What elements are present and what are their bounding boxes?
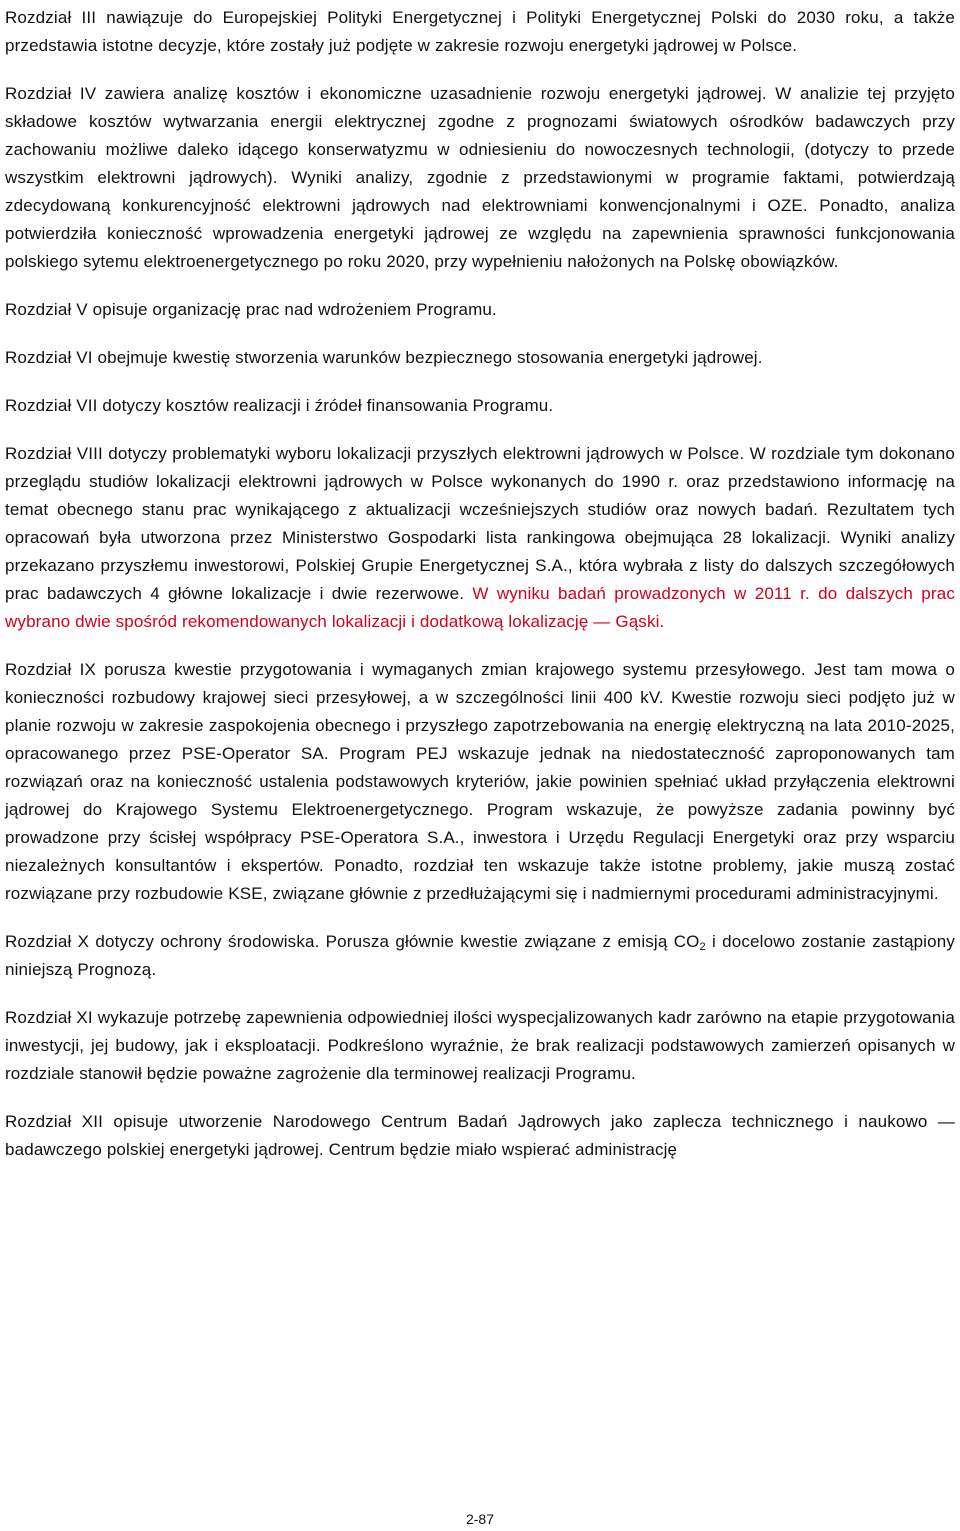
document-page — [5, 4, 955, 1184]
paragraph-chapter-10-text-start: Rozdział X dotyczy ochrony środowiska. Porusza głównie kwestie związane z emisją CO — [5, 932, 700, 951]
paragraph-chapter-7: Rozdział VII dotyczy kosztów realizacji i źródeł finansowania Programu. — [5, 396, 554, 415]
paragraph-chapter-8-text: Rozdział VIII dotyczy problematyki wyboru lokalizacji przyszłych elektrowni jądrowych w Polsce. W rozdziale tym dokonano przeglądu studiów lokalizacji elektrowni jądrowych w Polsce wykonanych do 1990 r. oraz przedstawiono informację na temat obecnego stanu prac wynikającego z aktualizacji wcześniejszych studiów oraz nowych badań. Rezultatem tych opracowań była utworzona przez Ministerstwo Gospodarki lista rankingowa obejmująca 28 lokalizacji. Wyniki analizy przekazano przyszłemu inwestorowi, Polskiej Grupie Energetycznej S.A., która wybrała z listy do dalszych szczegółowych prac badawczych 4 główne lokalizacje i dwie rezerwowe. — [5, 444, 955, 603]
paragraph-chapter-10 — [5, 928, 955, 984]
paragraph-chapter-3: Rozdział III nawiązuje do Europejskiej Polityki Energetycznej i Polityki Energetycznej Polski do 2030 roku, a także przedstawia istotne decyzje, które zostały już podjęte w zakresie rozwoju energetyki jądrowej w Polsce. — [5, 8, 955, 55]
page-number: 2-87 — [465, 1511, 495, 1527]
paragraph-chapter-10-text-end: i docelowo zostanie zastąpiony niniejszą Prognozą. — [5, 932, 955, 979]
paragraph-chapter-6: Rozdział VI obejmuje kwestię stworzenia warunków bezpiecznego stosowania energetyki jądrowej. — [5, 348, 763, 367]
paragraph-chapter-12: Rozdział XII opisuje utworzenie Narodowego Centrum Badań Jądrowych jako zaplecza technicznego i naukowo — badawczego polskiej energetyki jądrowej. Centrum będzie miało wspierać administrację — [5, 1112, 955, 1159]
paragraph-chapter-5: Rozdział V opisuje organizację prac nad wdrożeniem Programu. — [5, 300, 497, 319]
paragraph-chapter-9: Rozdział IX porusza kwestie przygotowania i wymaganych zmian krajowego systemu przesyłowego. Jest tam mowa o konieczności rozbudowy krajowej sieci przesyłowej, a w szczególności linii 400 kV. Kwestie rozwoju sieci podjęto już w planie rozwoju w zakresie zaspokojenia obecnego i przyszłego zapotrzebowania na energię elektryczną na lata 2010-2025, opracowanego przez PSE-Operator SA. Program PEJ wskazuje jednak na niedostateczność zaproponowanych tam rozwiązań oraz na konieczność ustalenia podstawowych kryteriów, jakie powinien spełniać układ przyłączenia elektrowni jądrowej do Krajowego Systemu Elektroenergetycznego. Program wskazuje, że powyższe zadania powinny być prowadzone przy ścisłej współpracy PSE-Operatora S.A., inwestora i Urzędu Regulacji Energetyki oraz przy wsparciu niezależnych konsultantów i ekspertów. Ponadto, rozdział ten wskazuje także istotne problemy, jakie muszą zostać rozwiązane przy rozbudowie KSE, związane głównie z przedłużającymi się i nadmiernymi procedurami administracyjnymi. — [5, 660, 955, 903]
paragraph-chapter-11: Rozdział XI wykazuje potrzebę zapewnienia odpowiedniej ilości wyspecjalizowanych kadr zarówno na etapie przygotowania inwestycji, jej budowy, jak i eksploatacji. Podkreślono wyraźnie, że brak realizacji podstawowych zamierzeń opisanych w rozdziale stanowił będzie poważne zagrożenie dla terminowej realizacji Programu. — [5, 1008, 955, 1083]
subscript-2: 2 — [699, 941, 706, 953]
paragraph-chapter-8 — [5, 440, 955, 636]
paragraph-chapter-4: Rozdział IV zawiera analizę kosztów i ekonomiczne uzasadnienie rozwoju energetyki jądrowej. W analizie tej przyjęto składowe kosztów wytwarzania energii elektrycznej zgodne z prognozami światowych ośrodków badawczych przy zachowaniu możliwe daleko idącego konserwatyzmu w odniesieniu do nowoczesnych technologii, (dotyczy to przede wszystkim elektrowni jądrowych). Wyniki analizy, zgodnie z przedstawionymi w programie faktami, potwierdzają zdecydowaną konkurencyjność elektrowni jądrowych nad elektrowniami konwencjonalnymi i OZE. Ponadto, analiza potwierdziła konieczność wprowadzenia energetyki jądrowej ze względu na zapewnienia sprawności funkcjonowania polskiego sytemu elektroenergetycznego po roku 2020, przy wypełnieniu nałożonych na Polskę obowiązków. — [5, 84, 955, 271]
highlighted-text: W wyniku badań prowadzonych w 2011 r. do dalszych prac wybrano dwie spośród rekomendowanych lokalizacji i dodatkową lokalizację — Gąski. — [5, 584, 955, 631]
